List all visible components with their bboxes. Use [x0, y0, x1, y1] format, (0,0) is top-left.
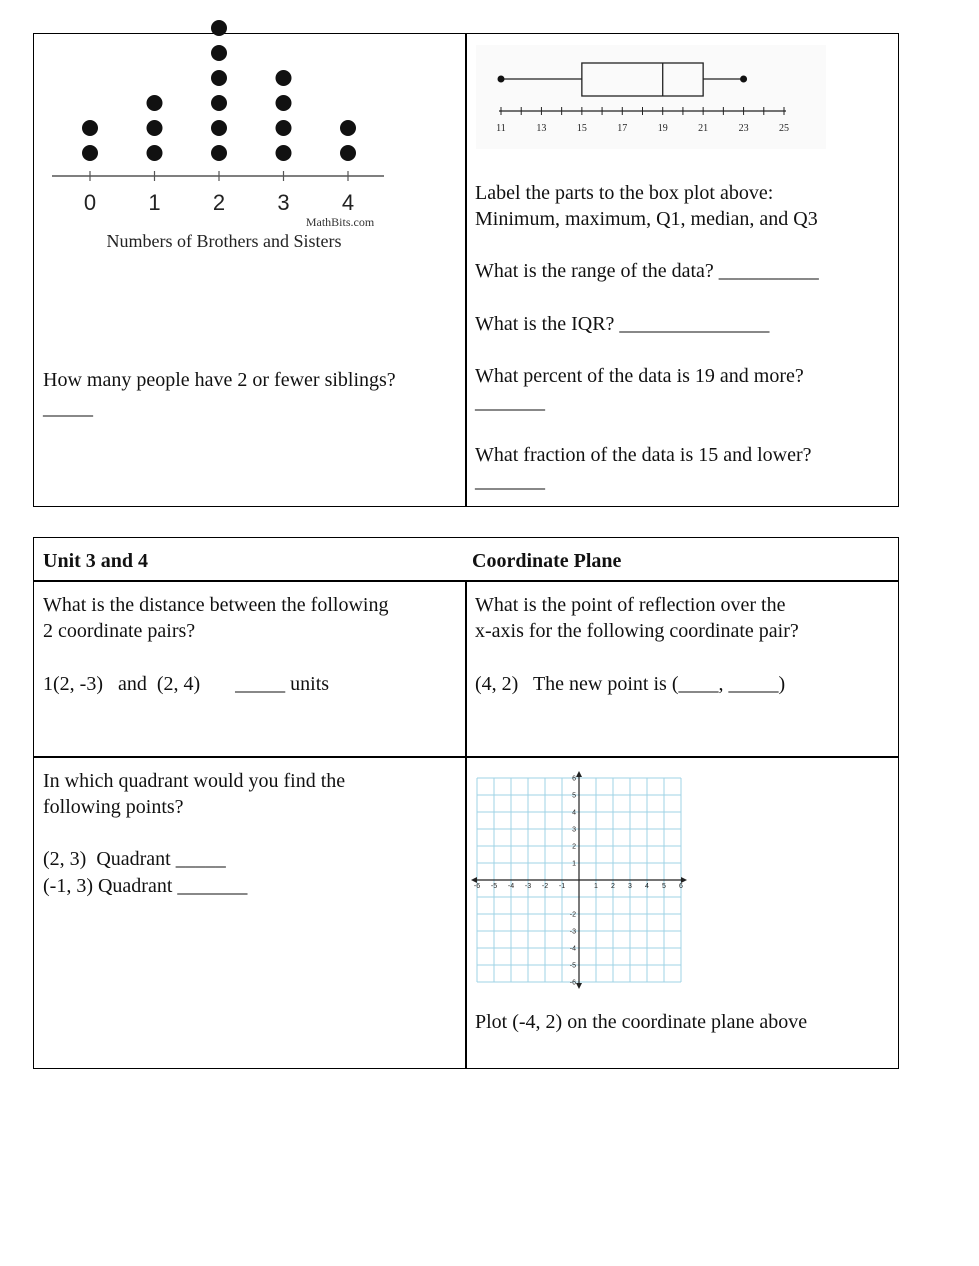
dot-plot	[48, 48, 393, 258]
dot-plot-dot	[211, 45, 227, 61]
grid-y-tick-label: -2	[569, 911, 576, 919]
dot-plot-dot	[147, 95, 163, 111]
fraction-answer-blank: _______	[475, 470, 545, 492]
grid-x-tick-label: -4	[507, 883, 515, 890]
grid-y-tick-label: 5	[572, 792, 576, 800]
box-plot-prompt-1: Label the parts to the box plot above:	[475, 182, 774, 204]
quadrant-point-1: (2, 3) Quadrant _____	[43, 848, 226, 870]
dot-plot-dot	[147, 120, 163, 136]
grid-y-tick-label: 3	[572, 826, 576, 834]
box-plot-background	[476, 45, 826, 149]
box-plot-tick-label: 17	[617, 123, 628, 134]
dot-plot-dot	[276, 95, 292, 111]
dot-plot-question: How many people have 2 or fewer siblings?	[43, 369, 396, 391]
percent-answer-blank: _______	[475, 391, 545, 413]
grid-y-tick-label: 6	[572, 775, 576, 783]
dot-plot-dot	[276, 145, 292, 161]
dot-plot-dot	[211, 95, 227, 111]
dot-plot-dot	[340, 120, 356, 136]
box-plot-tick-label: 21	[698, 123, 709, 134]
grid-y-tick-label: 4	[572, 809, 576, 817]
percent-question: What percent of the data is 19 and more?	[475, 365, 804, 387]
box-plot-min-point	[498, 76, 505, 83]
box-plot-tick-label: 13	[536, 123, 547, 134]
box-plot	[476, 45, 826, 149]
dot-plot-tick-label: 1	[148, 190, 161, 215]
grid-x-tick-label: 3	[628, 883, 632, 890]
reflection-answer: (4, 2) The new point is (____, _____)	[475, 673, 786, 695]
dot-plot-dot	[147, 145, 163, 161]
grid-x-tick-label: 6	[679, 883, 683, 890]
grid-y-arrow-up	[576, 771, 582, 777]
distance-question-1: What is the distance between the following	[43, 594, 389, 616]
quadrant-point-2: (-1, 3) Quadrant _______	[43, 875, 248, 897]
distance-question-2: 2 coordinate pairs?	[43, 620, 196, 642]
grid-x-tick-label: -5	[490, 883, 498, 890]
dot-plot-credit: MathBits.com	[305, 215, 375, 229]
dot-plot-dot	[276, 120, 292, 136]
dot-plot-tick-label: 4	[341, 190, 355, 215]
fraction-question: What fraction of the data is 15 and lower?	[475, 444, 812, 466]
grid-x-tick-label: 4	[645, 883, 649, 890]
grid-x-tick-label: -2	[541, 883, 549, 890]
box-plot-prompt-2: Minimum, maximum, Q1, median, and Q3	[475, 208, 818, 230]
grid-x-tick-label: 2	[611, 883, 615, 890]
dot-plot-dot	[211, 120, 227, 136]
box-plot-tick-label: 15	[576, 123, 587, 134]
grid-x-tick-label: -6	[473, 883, 481, 890]
top-table-divider	[465, 33, 467, 507]
quadrant-question-1: In which quadrant would you find the	[43, 770, 346, 792]
box-plot-tick-label: 25	[779, 123, 789, 134]
dot-plot-dot	[211, 70, 227, 86]
header-topic: Coordinate Plane	[472, 550, 622, 572]
grid-x-tick-label: 5	[662, 883, 666, 890]
grid-x-tick-label: 1	[594, 883, 598, 890]
dot-plot-dot	[211, 145, 227, 161]
grid-y-tick-label: -5	[569, 962, 576, 970]
plot-instruction: Plot (-4, 2) on the coordinate plane above	[475, 1011, 808, 1033]
reflection-question-1: What is the point of reflection over the	[475, 594, 786, 616]
quadrant-question-2: following points?	[43, 796, 184, 818]
grid-y-tick-label: 2	[572, 843, 576, 851]
dot-plot-answer-blank: _____	[43, 397, 93, 419]
bottom-table-divider	[465, 580, 467, 1069]
dot-plot-title: Numbers of Brothers and Sisters	[106, 231, 342, 251]
box-plot-tick-label: 23	[738, 123, 749, 134]
box-plot-max-point	[740, 76, 747, 83]
grid-y-tick-label: -3	[569, 928, 576, 936]
grid-y-tick-label: -6	[569, 979, 576, 987]
dot-plot-tick-label: 3	[277, 190, 290, 215]
reflection-question-2: x-axis for the following coordinate pair?	[475, 620, 799, 642]
coordinate-grid[interactable]	[473, 765, 688, 987]
header-unit: Unit 3 and 4	[43, 550, 149, 572]
dot-plot-dot	[276, 70, 292, 86]
dot-plot-dot	[211, 20, 227, 36]
box-plot-tick-label: 11	[496, 123, 506, 134]
iqr-question: What is the IQR? _______________	[475, 313, 770, 335]
dot-plot-tick-label: 2	[212, 190, 226, 215]
grid-y-tick-label: -4	[569, 945, 576, 953]
dot-plot-dot	[82, 120, 98, 136]
grid-y-tick-label: 1	[572, 860, 576, 868]
dot-plot-dot	[340, 145, 356, 161]
box-plot-tick-label: 19	[657, 123, 668, 134]
grid-x-tick-label: -1	[558, 883, 566, 890]
row-border	[33, 756, 899, 758]
dot-plot-dot	[82, 145, 98, 161]
distance-pairs: 1(2, -3) and (2, 4) _____ units	[43, 673, 330, 695]
range-question: What is the range of the data? __________	[475, 260, 819, 282]
dot-plot-tick-label: 0	[83, 190, 97, 215]
header-row-border	[33, 580, 899, 582]
grid-x-tick-label: -3	[524, 883, 532, 890]
